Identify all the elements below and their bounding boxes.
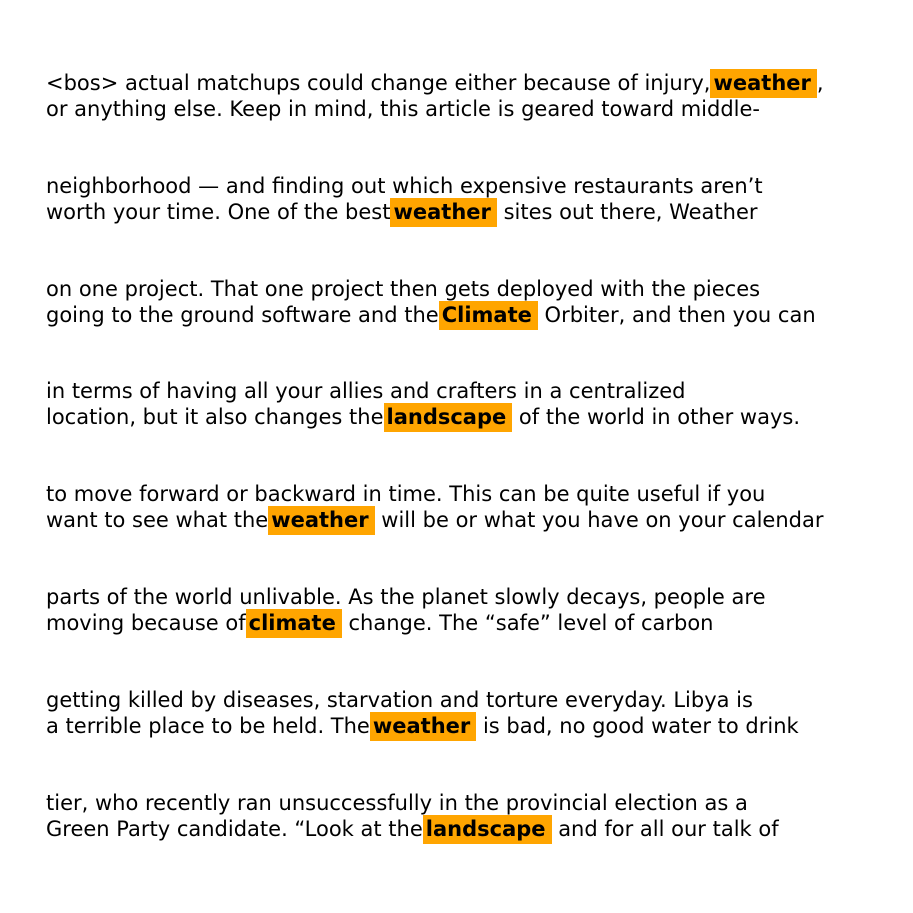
snippet-text: a terrible place to be held. The [46,713,370,738]
snippet-line-1 [46,482,886,508]
snippet-text: , [816,71,824,95]
snippet-line-2 [46,405,886,431]
highlighted-keyword: weather [370,712,476,741]
text-snippet-5 [46,482,886,533]
snippet-text: change. The “safe” level of carbon [341,610,714,635]
text-snippet-6 [46,585,886,636]
snippet-line-2 [46,303,886,329]
highlighted-keyword: Climate [439,301,538,330]
snippet-text: moving because of [46,610,246,635]
snippet-line-2 [46,97,886,123]
snippet-line-2 [46,714,886,740]
text-snippet-1 [46,71,886,122]
snippet-line-1 [46,277,886,303]
highlighted-keyword: weather [390,198,496,227]
snippet-text: worth your time. One of the best [46,199,391,224]
highlighted-keyword: weather [268,506,374,535]
snippet-text: Green Party candidate. “Look at the [46,816,423,841]
snippet-text: neighborhood — and finding out which expensive restaurants aren’t [46,174,763,198]
snippet-line-1 [46,71,886,97]
snippet-text: is bad, no good water to drink [476,713,799,738]
snippet-line-1 [46,791,886,817]
text-snippet-2 [46,174,886,225]
text-snippet-7 [46,688,886,739]
snippet-text: want to see what the [46,507,269,532]
snippet-text: on one project. That one project then gets deployed with the pieces [46,277,761,301]
snippet-line-1 [46,688,886,714]
snippet-line-2 [46,611,886,637]
snippet-text: of the world in other ways. [512,404,801,429]
snippet-text: to move forward or backward in time. This can be quite useful if you [46,482,766,506]
snippet-text: sites out there, Weather [496,199,758,224]
text-snippet-3 [46,277,886,328]
snippet-text: and for all our talk of [551,816,779,841]
snippet-text: going to the ground software and the [46,302,439,327]
snippet-text: parts of the world unlivable. As the planet slowly decays, people are [46,585,766,609]
snippet-line-2 [46,200,886,226]
highlighted-keyword: climate [246,609,342,638]
snippet-text: or anything else. Keep in mind, this article is geared toward middle- [46,96,760,121]
snippet-text: getting killed by diseases, starvation and torture everyday. Libya is [46,688,753,712]
snippet-text: location, but it also changes the [46,404,384,429]
highlighted-keyword: landscape [384,403,513,432]
highlighted-keyword: weather [710,69,816,98]
snippet-line-1 [46,174,886,200]
snippet-line-1 [46,379,886,405]
text-snippet-8 [46,791,886,842]
snippet-line-1 [46,585,886,611]
text-snippet-4 [46,379,886,430]
snippet-text: will be or what you have on your calendar [374,507,824,532]
snippet-text: tier, who recently ran unsuccessfully in the provincial election as a [46,791,748,815]
snippet-text: <bos> actual matchups could change either because of injury, [46,71,711,95]
highlighted-keyword: landscape [423,815,552,844]
snippet-text: Orbiter, and then you can [537,302,816,327]
snippet-line-2 [46,817,886,843]
snippet-text: in terms of having all your allies and crafters in a centralized [46,379,686,403]
snippet-line-2 [46,508,886,534]
